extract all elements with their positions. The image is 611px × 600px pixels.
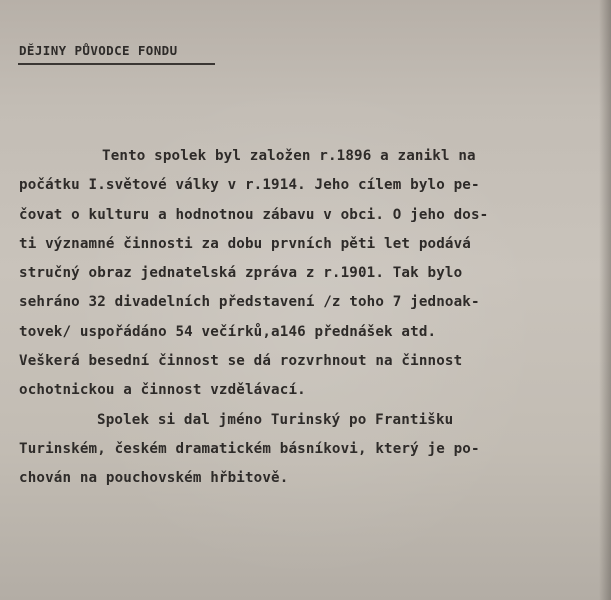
- text-line: chován na pouchovském hřbitově.: [19, 470, 289, 487]
- document-heading: DĚJINY PŮVODCE FONDU: [19, 43, 178, 58]
- text-line: ochotnickou a činnost vzdělávací.: [19, 382, 306, 399]
- text-line: čovat o kulturu a hodnotnou zábavu v obci. O jeho dos-: [19, 206, 489, 223]
- document-body: [19, 142, 589, 494]
- text-line: Tento spolek byl založen r.1896 a zanikl na: [102, 148, 476, 164]
- text-line: tovek/ uspořádáno 54 večírků,a146 přednášek atd.: [19, 323, 437, 340]
- text-line: Veškerá besední činnost se dá rozvrhnout na činnost: [19, 353, 463, 370]
- text-line: sehráno 32 divadelních představení /z toho 7 jednoak-: [19, 294, 480, 311]
- text-line: Spolek si dal jméno Turinský po Františku: [97, 411, 454, 428]
- page-edge-shadow: [599, 0, 611, 600]
- text-line: ti významné činnosti za dobu prvních pěti let podává: [19, 235, 471, 252]
- text-line: stručný obraz jednatelská zpráva z r.1901. Tak bylo: [19, 265, 463, 282]
- text-line: Turinském, českém dramatickém básníkovi, který je po-: [19, 440, 480, 457]
- text-line: počátku I.světové války v r.1914. Jeho cílem bylo pe-: [19, 177, 480, 194]
- heading-underline: [18, 63, 215, 65]
